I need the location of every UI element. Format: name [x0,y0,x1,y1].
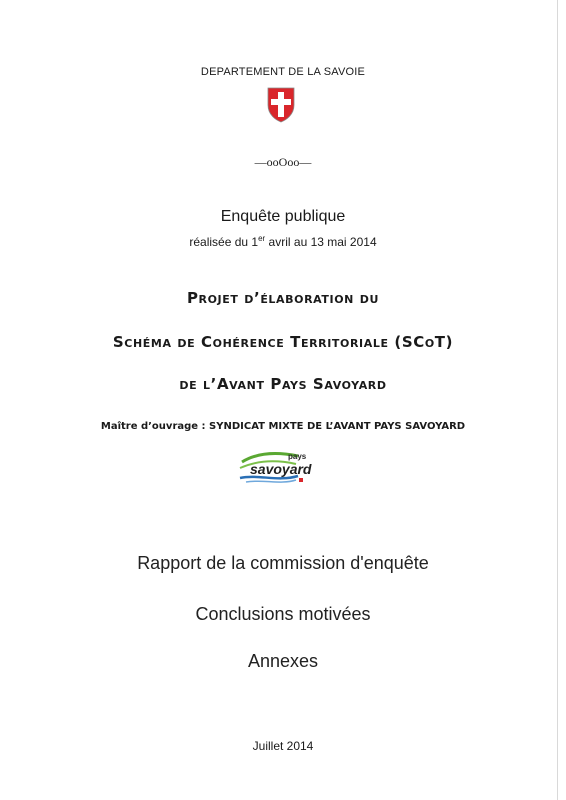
dates-prefix: réalisée du 1 [189,235,259,249]
projet-title-line-2: Schéma de Cohérence Territoriale (SCoT) [112,333,454,351]
ornament-separator: —ooOoo— [254,155,312,169]
section-rapport: Rapport de la commission d'enquête [137,553,429,573]
logo-word-savoyard: savoyard [250,461,312,477]
enquete-title: Enquête publique [220,208,346,225]
projet-title-line-3: de l’Avant Pays Savoyard [179,375,387,393]
projet-title-line-1: Projet d’élaboration du [186,289,380,307]
dates-ordinal: er [258,234,266,243]
savoie-coat-of-arms-icon [266,87,296,123]
enquete-dates [0,234,566,249]
logo-word-pays: pays [288,452,307,461]
section-annexes: Annexes [247,651,319,671]
department-heading: DEPARTEMENT DE LA SAVOIE [200,66,366,78]
page-edge-line [557,0,558,800]
section-conclusions: Conclusions motivées [195,604,371,624]
dates-suffix: avril au 13 mai 2014 [265,235,377,249]
document-date: Juillet 2014 [252,739,314,753]
maitre-ouvrage: Maître d’ouvrage : SYNDICAT MIXTE DE L’AVANT PAYS SAVOYARD [100,421,466,432]
avant-pays-savoyard-logo [238,448,318,488]
